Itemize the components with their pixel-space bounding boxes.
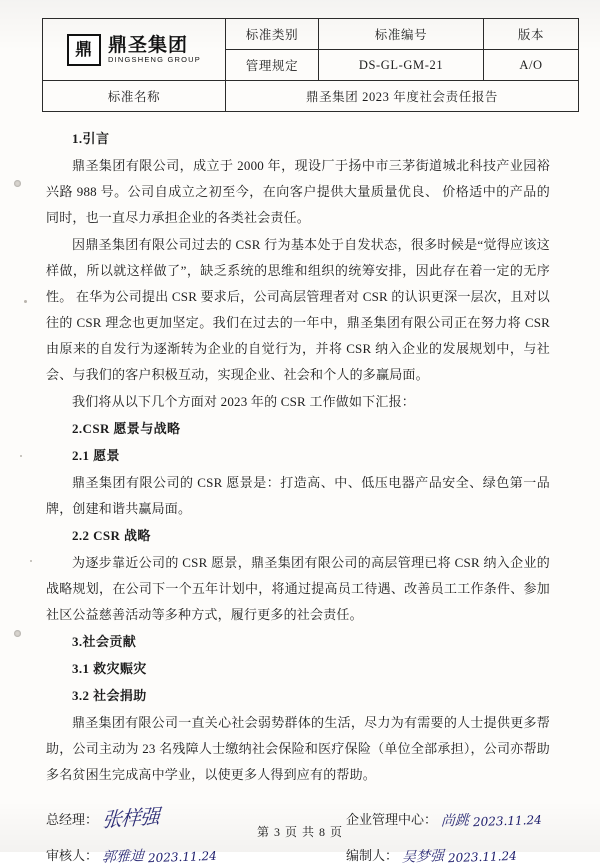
department-label: 企业管理中心： (346, 812, 438, 827)
document-body (42, 126, 558, 788)
scan-speck (24, 300, 27, 303)
value-standard-number: DS-GL-GM-21 (319, 50, 484, 81)
paragraph: 我们将从以下几个方面对 2023 年的 CSR 工作做如下汇报： (72, 394, 415, 409)
reviewer-label: 审核人： (46, 848, 99, 863)
paragraph: 鼎圣集团有限公司的 CSR 愿景是：打造高、中、低压电器产品安全、绿色第一品牌，创建和谐共赢局面。 (46, 475, 550, 516)
label-version: 版本 (484, 19, 579, 50)
general-manager-signature: 张样强 (101, 803, 160, 833)
scan-speck (30, 560, 32, 562)
section-heading: 3.2 社会捐助 (72, 688, 147, 703)
company-name-en: DINGSHENG GROUP (107, 54, 201, 64)
editor-signature-field (346, 845, 517, 864)
label-standard-category: 标准类别 (226, 19, 319, 50)
label-standard-name: 标准名称 (43, 81, 226, 112)
paragraph: 鼎圣集团有限公司一直关心社会弱势群体的生活，尽力为有需要的人士提供更多帮助，公司主动为 23 名残障人士缴纳社会保险和医疗保险（单位全部承担），公司亦帮助多名贫困生完成高中学业，以使更多人得到应有的帮助。 (46, 715, 550, 782)
reviewer-date: 2023.11.24 (147, 848, 217, 866)
punch-hole-bottom (14, 630, 21, 637)
header-row-1 (43, 19, 579, 50)
value-version: A/O (484, 50, 579, 81)
section-heading: 3.社会贡献 (72, 634, 137, 649)
value-standard-name: 鼎圣集团 2023 年度社会责任报告 (226, 81, 579, 112)
general-manager-label: 总经理： (46, 812, 99, 827)
label-standard-number: 标准编号 (319, 19, 484, 50)
editor-signature: 吴梦强 (401, 848, 445, 866)
section-heading: 3.1 救灾赈灾 (72, 661, 147, 676)
reviewer-signature: 郭雅迪 (101, 848, 145, 866)
paragraph: 因鼎圣集团有限公司过去的 CSR 行为基本处于自发状态，很多时候是“觉得应该这样做，所以就这样做了”，缺乏系统的思维和组织的统筹安排，因此存在着一定的无序性。 在华为公司提出 CSR 要求后，公司高层管理者对 CSR 的认识更深一层次，且对以往的 CSR 理念也更加坚定。我们在过去的一年中，鼎圣集团有限公司正在努力将 CSR 由原来的自发行为逐渐转为企业的自觉行为，并将 CSR 纳入企业的发展规划中，与社会、与我们的客户积极互动，实现企业、社会和个人的多赢局面。 (46, 237, 550, 382)
section-heading: 1.引言 (72, 131, 110, 146)
document-header-table (42, 18, 579, 112)
page-footer: 第 3 页 共 8 页 (256, 825, 343, 839)
editor-date: 2023.11.24 (447, 848, 517, 866)
scan-speck (20, 455, 22, 457)
reviewer-signature-field (46, 845, 346, 864)
section-heading: 2.CSR 愿景与战略 (72, 421, 181, 436)
punch-hole-top (14, 180, 21, 187)
department-signature: 尚跳 (440, 812, 470, 830)
paragraph: 鼎圣集团有限公司，成立于 2000 年，现设厂于扬中市三茅街道城北科技产业园裕兴路 988 号。公司自成立之初至今，在向客户提供大量质量优良、 价格适中的产品的同时，也一直尽力承担企业的各类社会责任。 (46, 158, 550, 225)
section-heading: 2.2 CSR 战略 (72, 528, 151, 543)
header-row-3 (43, 81, 579, 112)
value-standard-category: 管理规定 (226, 50, 319, 81)
paragraph: 为逐步靠近公司的 CSR 愿景，鼎圣集团有限公司的高层管理已将 CSR 纳入企业的战略规划，在公司下一个五年计划中，将通过提高员工待遇、改善员工工作条件、参加社区公益慈善活动等多种方式，履行更多的社会责任。 (46, 555, 550, 622)
section-heading: 2.1 愿景 (72, 448, 120, 463)
editor-label: 编制人： (346, 848, 399, 863)
company-name-cn: 鼎圣集团 (107, 34, 188, 56)
company-logo-cell (43, 19, 226, 81)
department-date: 2023.11.24 (472, 812, 542, 830)
logo-mark-icon: 鼎 (67, 34, 101, 66)
